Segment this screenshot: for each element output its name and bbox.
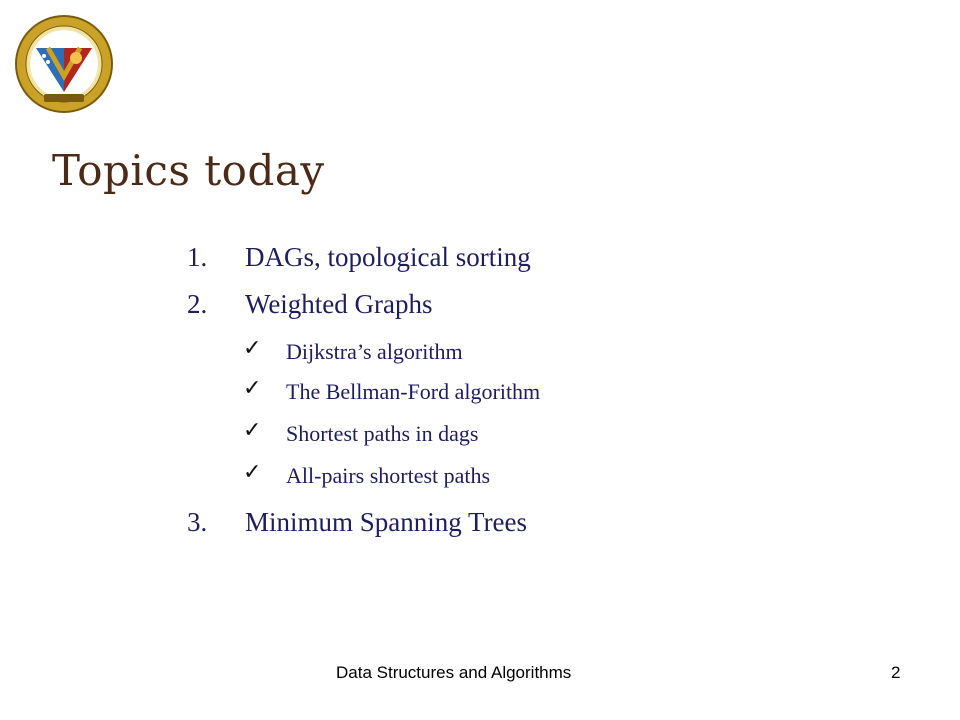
institute-logo	[14, 14, 114, 114]
list-item-number: 1.	[187, 242, 208, 272]
list-item-text: Minimum Spanning Trees	[245, 507, 528, 537]
list-item-text: Weighted Graphs	[245, 289, 433, 319]
checkmark-icon: ✓	[243, 418, 262, 443]
list-item-number: 3.	[187, 507, 208, 537]
checkmark-icon: ✓	[243, 376, 262, 401]
sub-list-item-text: Dijkstra’s algorithm	[286, 339, 463, 364]
sub-list-item-text: All-pairs shortest paths	[286, 463, 491, 488]
sub-list-item-text: Shortest paths in dags	[286, 421, 479, 446]
checkmark-icon: ✓	[243, 460, 262, 485]
page-number: 2	[891, 663, 901, 682]
footer-text: Data Structures and Algorithms	[336, 663, 572, 682]
slide-title: Topics today	[52, 146, 325, 195]
institute-logo-icon	[14, 14, 114, 114]
list-item-number: 2.	[187, 289, 208, 319]
checkmark-icon: ✓	[243, 336, 262, 361]
list-item-text: DAGs, topological sorting	[245, 242, 531, 272]
sub-list-item-text: The Bellman-Ford algorithm	[286, 379, 541, 404]
